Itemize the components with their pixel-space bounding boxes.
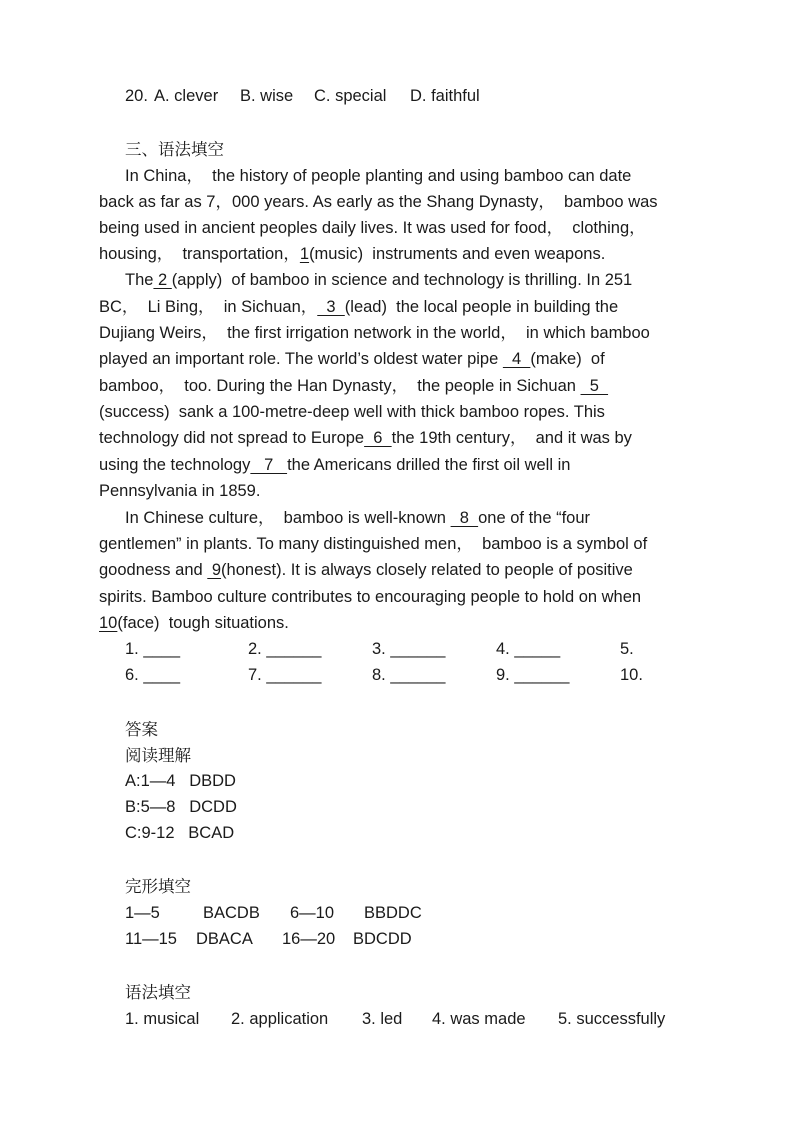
answers-title: 答案	[125, 720, 158, 739]
cloze-answers-1: BACDB	[203, 904, 260, 922]
cloze-answers-3: DBACA	[196, 930, 253, 948]
reading-answer-b: B:5—8 DCDD	[125, 798, 237, 816]
p2-line-4: played an important role. The world’s oldest water pipe 4 (make) of	[99, 350, 605, 368]
p2-line-1: The 2 (apply) of bamboo in science and technology is thrilling. In 251	[125, 271, 633, 289]
reading-answer-a: A:1—4 DBDD	[125, 772, 236, 790]
blank-4: 4	[502, 350, 531, 368]
blank-3: 3	[317, 298, 345, 316]
p1-line-3: being used in ancient peoples daily lives. It was used for food， clothing，	[99, 219, 646, 237]
cloze-answers-4: BDCDD	[353, 930, 412, 948]
blank-answer-6: 6. ____	[125, 666, 181, 684]
p3-line-5: 10(face) tough situations.	[99, 614, 289, 632]
blank-answer-3: 3. ______	[372, 640, 446, 658]
p1-line-4: housing， transportation，1(music) instruments and even weapons.	[99, 245, 606, 263]
grammar-answer-2: 2. application	[231, 1010, 329, 1028]
blank-answer-4: 4. _____	[496, 640, 561, 658]
blank-8: 8	[450, 509, 479, 527]
reading-answer-c: C:9-12 BCAD	[125, 824, 235, 842]
section3-heading: 三、语法填空	[125, 140, 224, 159]
p2-line-3: Dujiang Weirs， the first irrigation network in the world， in which bamboo	[99, 324, 650, 342]
cloze-range-2: 6—10	[290, 904, 335, 922]
blank-answer-7: 7. ______	[248, 666, 322, 684]
blank-answer-9: 9. ______	[496, 666, 570, 684]
grammar-answer-3: 3. led	[362, 1010, 403, 1028]
cloze-range-4: 16—20	[282, 930, 336, 948]
blank-answer-1: 1. ____	[125, 640, 181, 658]
blank-answer-5: 5.	[620, 640, 634, 658]
p3-line-3: goodness and 9(honest). It is always closely related to people of positive	[99, 561, 633, 579]
p1-line-2: back as far as 7，000 years. As early as the Shang Dynasty， bamboo was	[99, 193, 658, 211]
blank-answer-8: 8. ______	[372, 666, 446, 684]
grammar-answer-4: 4. was made	[432, 1010, 526, 1028]
q20-option-a: A. clever	[154, 87, 219, 105]
blank-answer-2: 2. ______	[248, 640, 322, 658]
reading-title: 阅读理解	[125, 746, 191, 765]
blank-2: 2	[153, 271, 172, 289]
blank-1: 1	[299, 245, 310, 263]
grammar-title: 语法填空	[125, 983, 191, 1002]
p2-line-8: using the technology 7 the Americans drilled the first oil well in	[99, 456, 571, 474]
grammar-answer-5: 5. successfully	[558, 1010, 666, 1028]
blank-9: 9	[207, 561, 222, 579]
p2-line-7: technology did not spread to Europe 6 the 19th century， and it was by	[99, 429, 632, 447]
blank-5: 5	[580, 377, 609, 395]
q20-option-b: B. wise	[240, 87, 294, 105]
p2-line-2: BC， Li Bing， in Sichuan， 3 (lead) the local people in building the	[99, 298, 619, 316]
q20-option-c: C. special	[314, 87, 387, 105]
p1-line-1: In China， the history of people planting and using bamboo can date	[125, 167, 632, 185]
q20-option-d: D. faithful	[410, 87, 480, 105]
cloze-range-1: 1—5	[125, 904, 160, 922]
p3-line-2: gentlemen” in plants. To many distinguished men， bamboo is a symbol of	[99, 535, 648, 553]
cloze-range-3: 11—15	[125, 930, 177, 948]
blank-answer-10: 10.	[620, 666, 643, 684]
blank-6: 6	[364, 429, 392, 447]
p3-line-4: spirits. Bamboo culture contributes to encouraging people to hold on when	[99, 588, 642, 606]
q20-number: 20.	[125, 87, 148, 105]
cloze-title: 完形填空	[125, 877, 191, 896]
cloze-answers-2: BBDDC	[364, 904, 422, 922]
p2-line-5: bamboo， too. During the Han Dynasty， the people in Sichuan 5	[99, 377, 609, 395]
grammar-answer-1: 1. musical	[125, 1010, 200, 1028]
blank-10: 10	[99, 614, 118, 632]
p3-line-1: In Chinese culture， bamboo is well-known 8 one of the “four	[125, 509, 591, 527]
blank-7: 7	[250, 456, 288, 474]
p2-line-9: Pennsylvania in 1859.	[99, 482, 261, 500]
p2-line-6: (success) sank a 100-metre-deep well with thick bamboo ropes. This	[99, 403, 605, 421]
